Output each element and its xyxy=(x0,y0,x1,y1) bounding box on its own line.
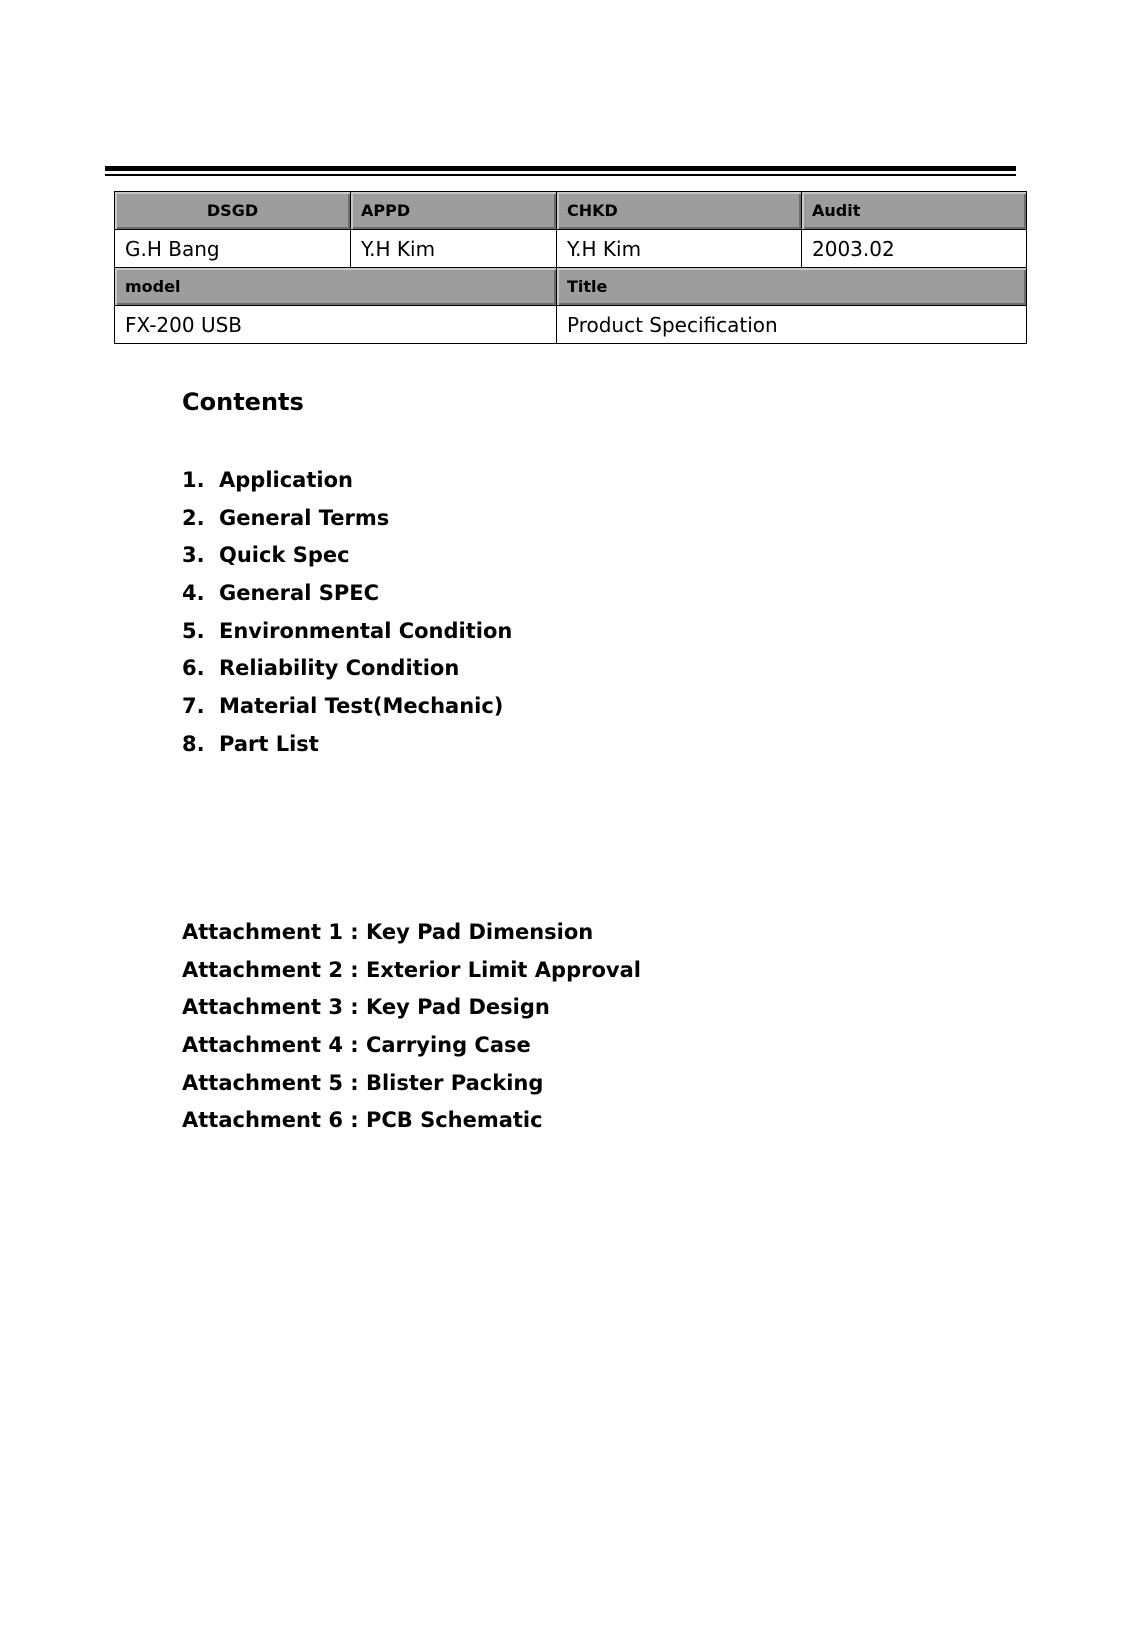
toc-item-number: 7. xyxy=(182,694,205,719)
attachment-list xyxy=(182,914,641,1140)
header-rule-thin xyxy=(105,174,1016,176)
attachment-item: Attachment 6 : PCB Schematic xyxy=(182,1108,543,1133)
model-title-header-row xyxy=(115,268,1027,306)
toc-item-number: 2. xyxy=(182,505,205,530)
toc-item xyxy=(182,537,512,575)
toc-item-label: Quick Spec xyxy=(219,543,350,568)
toc-item-number: 1. xyxy=(182,468,205,492)
document-info-table xyxy=(114,191,1027,344)
value-appd: Y.H Kim xyxy=(351,230,557,268)
toc-item xyxy=(182,575,512,613)
toc-item-label: Part List xyxy=(219,731,319,756)
toc-item xyxy=(182,650,512,688)
toc-item-number: 4. xyxy=(182,581,205,606)
toc-item xyxy=(182,462,512,500)
header-title: Title xyxy=(557,268,1027,306)
value-title: Product Specification xyxy=(557,306,1027,344)
toc-item-number: 5. xyxy=(182,618,205,643)
toc-item-number: 3. xyxy=(182,543,205,568)
info-header-row xyxy=(115,192,1027,230)
value-dsgd: G.H Bang xyxy=(115,230,351,268)
header-model: model xyxy=(115,268,557,306)
attachment-item: Attachment 3 : Key Pad Design xyxy=(182,995,550,1020)
attachment-item: Attachment 2 : Exterior Limit Approval xyxy=(182,957,641,982)
attachment-item: Attachment 1 : Key Pad Dimension xyxy=(182,920,594,944)
toc-item xyxy=(182,500,512,538)
toc-item xyxy=(182,726,512,764)
toc-item-label: Environmental Condition xyxy=(219,618,513,643)
toc-item-label: Material Test(Mechanic) xyxy=(219,694,504,719)
toc-item-label: Reliability Condition xyxy=(219,656,460,681)
model-title-value-row xyxy=(115,306,1027,344)
header-chkd: CHKD xyxy=(557,192,802,230)
value-chkd: Y.H Kim xyxy=(557,230,802,268)
toc-item xyxy=(182,613,512,651)
toc-item-label: General Terms xyxy=(219,505,390,530)
attachment-item: Attachment 4 : Carrying Case xyxy=(182,1033,531,1058)
contents-heading: Contents xyxy=(182,388,304,416)
info-value-row xyxy=(115,230,1027,268)
value-model: FX-200 USB xyxy=(115,306,557,344)
table-of-contents xyxy=(182,462,512,764)
toc-item-number: 8. xyxy=(182,731,205,756)
header-rule-thick xyxy=(105,166,1016,171)
toc-item-label: General SPEC xyxy=(219,581,379,606)
toc-item-label: Application xyxy=(219,468,353,492)
toc-item xyxy=(182,688,512,726)
toc-item-number: 6. xyxy=(182,656,205,681)
header-audit: Audit xyxy=(802,192,1027,230)
header-dsgd: DSGD xyxy=(115,192,351,230)
value-audit: 2003.02 xyxy=(802,230,1027,268)
attachment-item: Attachment 5 : Blister Packing xyxy=(182,1070,544,1095)
header-appd: APPD xyxy=(351,192,557,230)
